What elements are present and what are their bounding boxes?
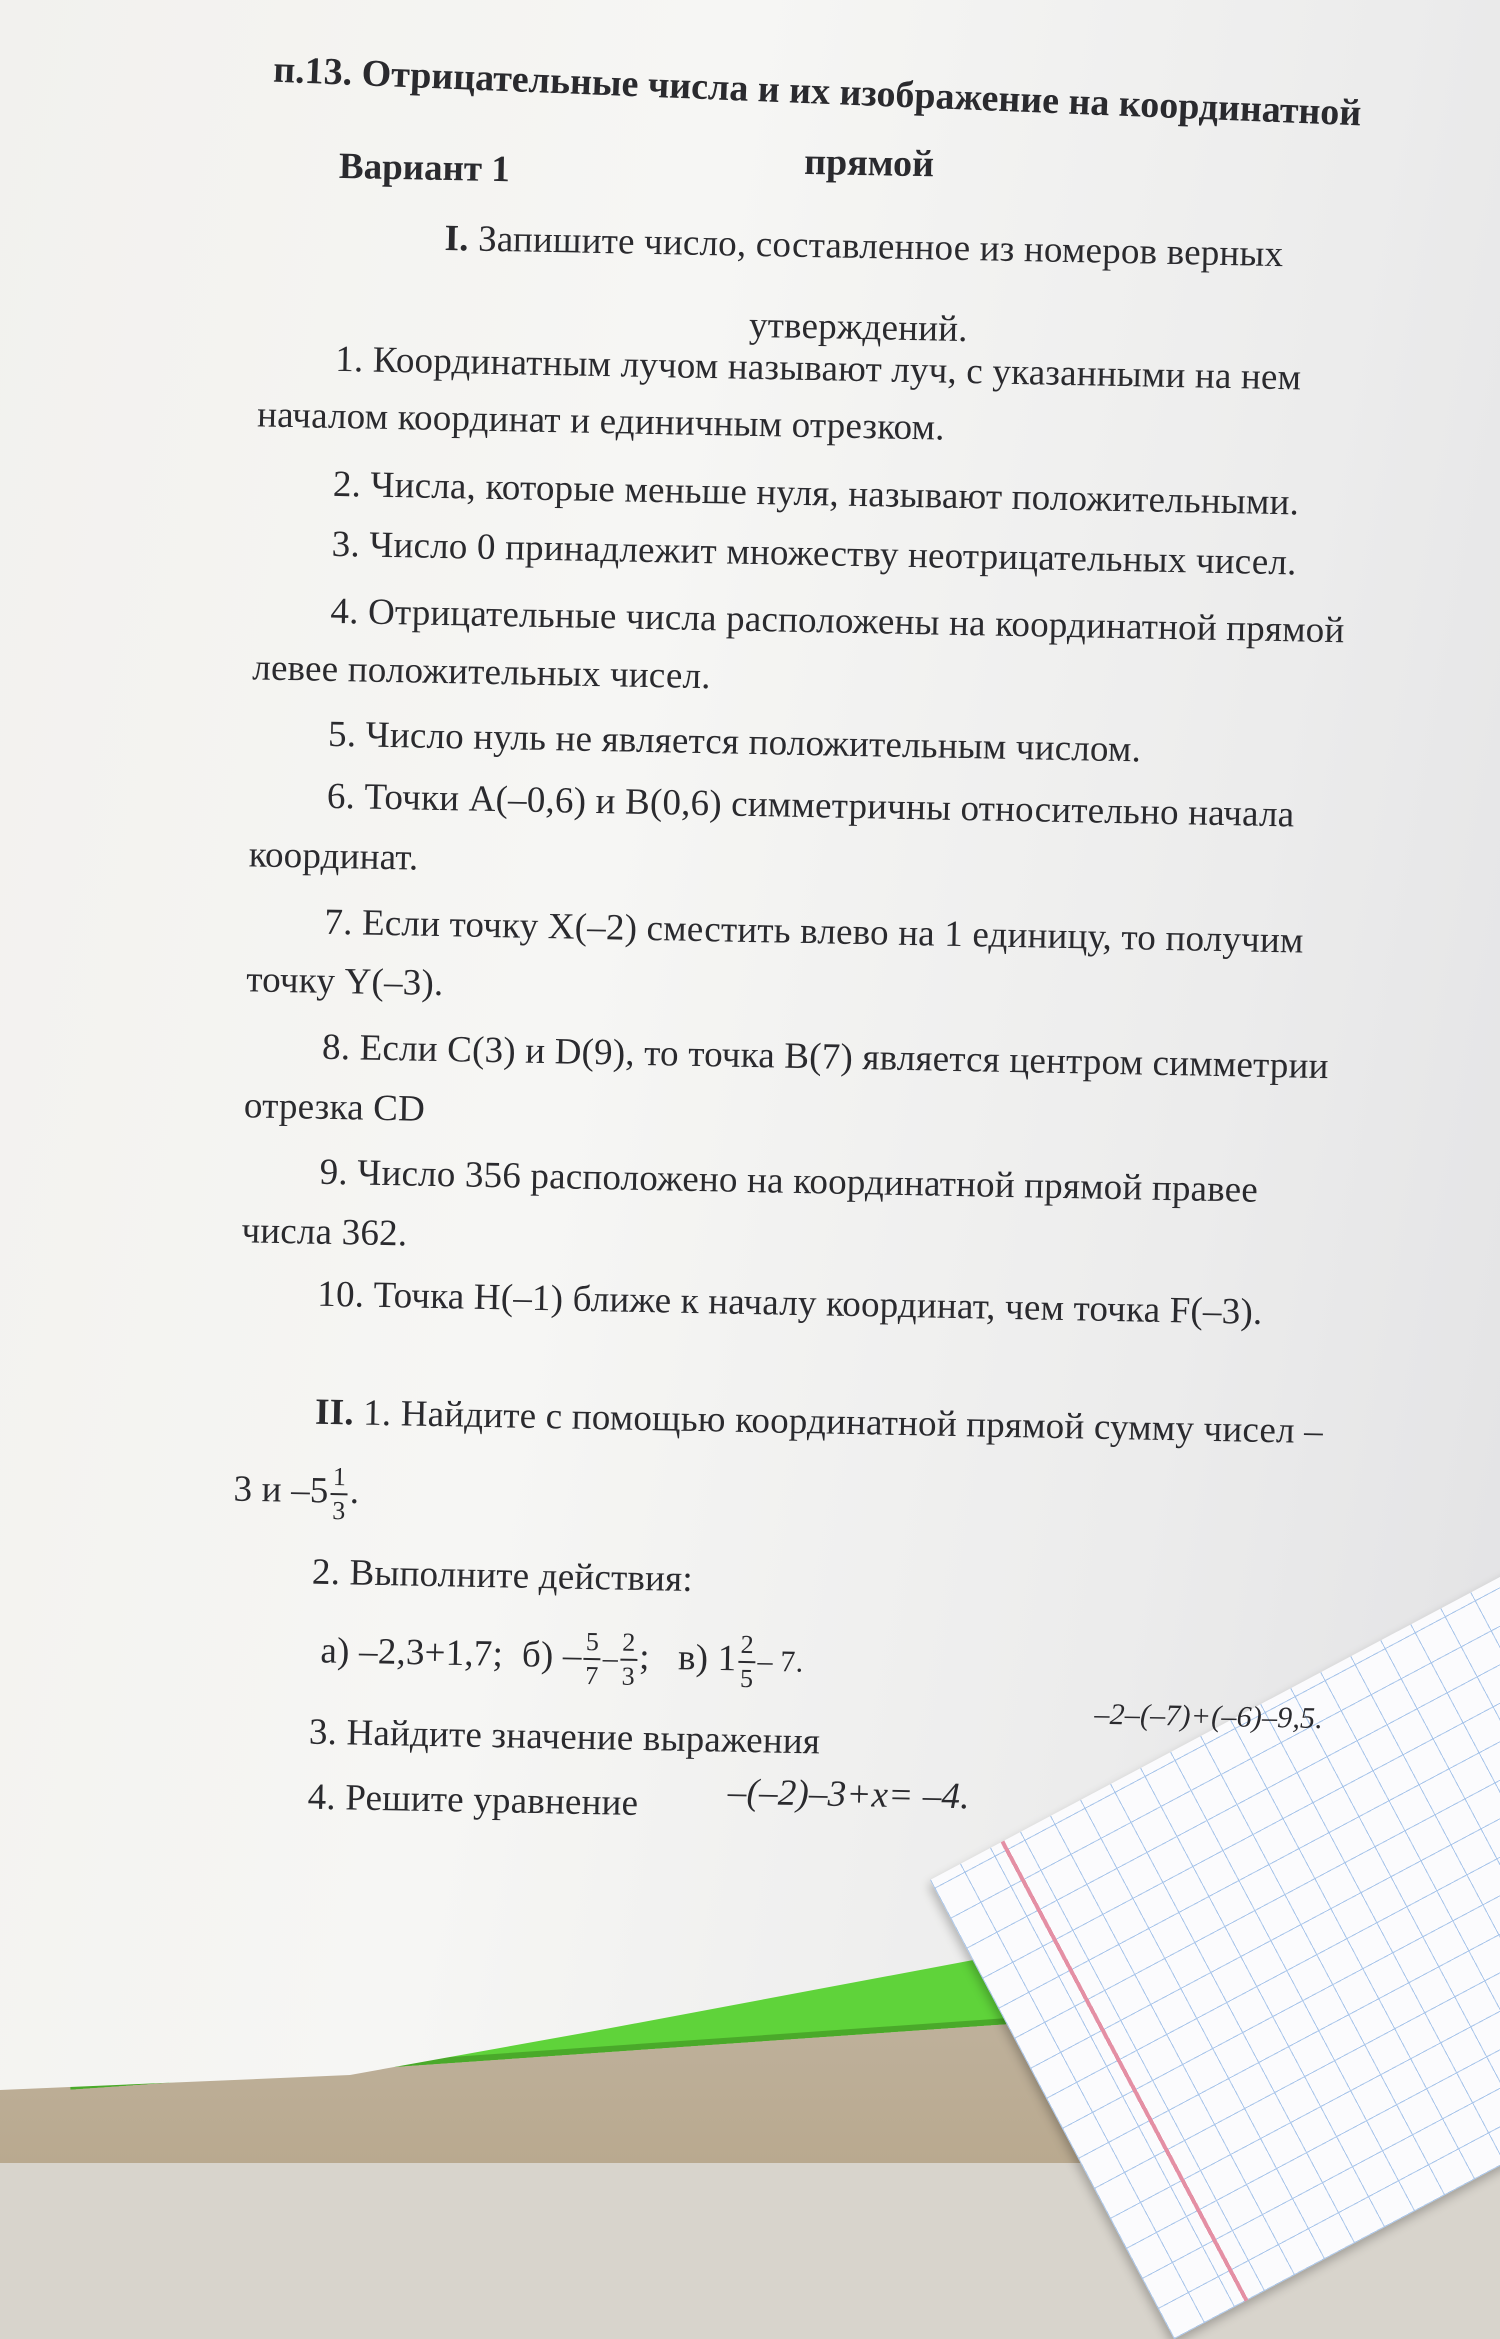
statement-1-line1: 1. Координатным лучом называют луч, с указанными на нем bbox=[334, 338, 1302, 399]
fraction-five-sevenths bbox=[583, 1626, 601, 1692]
statement-7-line1: 7. Если точку X(–2) сместить влево на 1 единицу, то получим bbox=[324, 901, 1304, 962]
fraction-numerator: 2 bbox=[620, 1627, 638, 1661]
task-2-items bbox=[320, 1621, 804, 1696]
fraction-numerator: 1 bbox=[331, 1461, 349, 1495]
fraction-denominator: 3 bbox=[621, 1661, 636, 1691]
task-4-label: 4. Решите уравнение bbox=[307, 1776, 639, 1824]
statement-8-line1: 8. Если C(3) и D(9), то точка B(7) является центром симметрии bbox=[321, 1026, 1329, 1088]
statement-3: 3. Число 0 принадлежит множеству неотрицательных чисел. bbox=[331, 523, 1297, 584]
fraction-one-third bbox=[330, 1461, 348, 1527]
fraction-numerator: 5 bbox=[584, 1626, 602, 1660]
statement-6-line1: 6. Точки A(–0,6) и B(0,6) симметричны относительно начала bbox=[326, 775, 1295, 836]
part1-instruction-line2: утверждений. bbox=[748, 304, 969, 351]
part2-numeral: II. bbox=[314, 1391, 355, 1434]
task-4-equation: –(–2)–3+x= –4. bbox=[727, 1771, 971, 1818]
task-3-expression: –2–(–7)+(–6)–9,5. bbox=[1094, 1697, 1324, 1736]
task-2c-end: – 7. bbox=[757, 1644, 804, 1679]
statement-4-line2: левее положительных чисел. bbox=[251, 647, 712, 698]
part1-numeral: I. bbox=[444, 217, 470, 260]
fraction-numerator: 2 bbox=[738, 1629, 756, 1663]
statement-5: 5. Число нуль не является положительным числом. bbox=[327, 713, 1142, 771]
statement-4-line1: 4. Отрицательные числа расположены на координатной прямой bbox=[330, 590, 1345, 652]
fraction-two-fifths bbox=[738, 1629, 756, 1695]
page-title-line2: прямой bbox=[803, 140, 935, 186]
task-2b-end: ; bbox=[638, 1636, 651, 1678]
statement-7-line2: точку Y(–3). bbox=[245, 959, 444, 1005]
fraction-two-thirds bbox=[619, 1627, 637, 1693]
statement-9-line2: числа 362. bbox=[241, 1210, 408, 1255]
statement-1-line2: началом координат и единичным отрезком. bbox=[256, 394, 946, 449]
task-1-line2 bbox=[233, 1459, 360, 1527]
task-1-suffix: . bbox=[349, 1470, 360, 1513]
task-1-text: 1. Найдите с помощью координатной прямой сумму чисел – bbox=[362, 1392, 1324, 1453]
task-2b-minus: – bbox=[602, 1641, 619, 1676]
statement-6-line2: координат. bbox=[248, 834, 419, 879]
part1-instruction-text: Запишите число, составленное из номеров верных bbox=[477, 218, 1284, 276]
statement-8-line2: отрезка CD bbox=[243, 1085, 426, 1130]
fraction-denominator: 5 bbox=[739, 1663, 754, 1694]
task-1-line1 bbox=[315, 1391, 1324, 1453]
task-2-label: 2. Выполните действия: bbox=[311, 1551, 694, 1600]
task-1-prefix: 3 и –5 bbox=[233, 1468, 329, 1512]
fraction-denominator: 3 bbox=[331, 1496, 346, 1526]
task-2a: а) –2,3+1,7; bbox=[320, 1630, 504, 1675]
variant-heading: Вариант 1 bbox=[338, 145, 511, 191]
task-2b-label: б) – bbox=[521, 1634, 583, 1677]
page-title-line1: п.13. Отрицательные числа и их изображение на координатной bbox=[272, 48, 1363, 135]
statement-10: 10. Точка H(–1) ближе к началу координат, чем точка F(–3). bbox=[316, 1273, 1263, 1333]
fraction-denominator: 7 bbox=[584, 1660, 599, 1691]
statement-2: 2. Числа, которые меньше нуля, называют положительными. bbox=[332, 463, 1300, 524]
statement-9-line1: 9. Число 356 расположено на координатной прямой правее bbox=[319, 1151, 1259, 1211]
task-2c-label: в) 1 bbox=[677, 1637, 737, 1680]
task-3-label: 3. Найдите значение выражения bbox=[308, 1711, 821, 1763]
part1-instruction-line1 bbox=[444, 217, 1283, 276]
